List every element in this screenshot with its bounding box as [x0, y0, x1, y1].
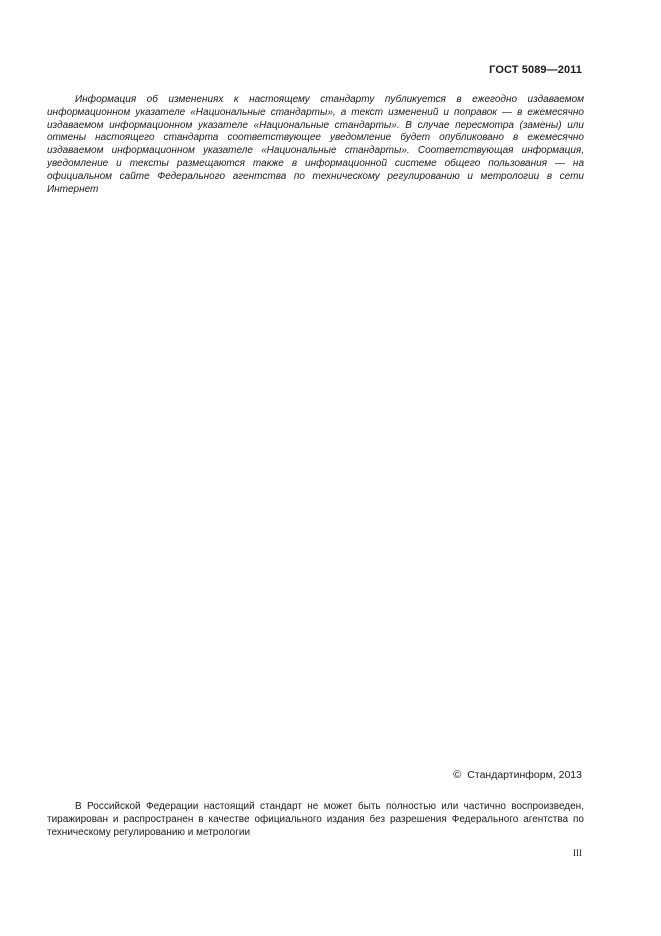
document-code: ГОСТ 5089—2011	[489, 64, 582, 76]
copyright-line	[453, 769, 582, 781]
info-notice	[47, 94, 584, 196]
legal-notice	[47, 800, 584, 839]
info-notice-paragraph: Информация об изменениях к настоящему стандарту публикуется в ежегодно издаваемом информационном указателе «Национальные стандарты», а текст изменений и поправок — в ежемесячно издаваемом информационном указателе «Национальные стандарты». В случае пересмотра (замены) или отмены настоящего стандарта соответствующее уведомление будет опубликовано в ежемесячно издаваемом информационном указателе «Национальные стандарты». Соответствующая информация, уведомление и тексты размещаются также в информационной системе общего пользования — на официальном сайте Федерального агентства по техническому регулированию и метрологии в сети Интернет	[47, 94, 584, 195]
copyright-icon: ©	[453, 769, 462, 781]
copyright-text: Стандартинформ, 2013	[467, 769, 582, 781]
page-number: III	[573, 848, 582, 858]
legal-notice-paragraph: В Российской Федерации настоящий стандарт не может быть полностью или частично воспроизведен, тиражирован и распространен в качестве официального издания без разрешения Федерального агентства по техническому регулированию и метрологии	[47, 801, 584, 838]
